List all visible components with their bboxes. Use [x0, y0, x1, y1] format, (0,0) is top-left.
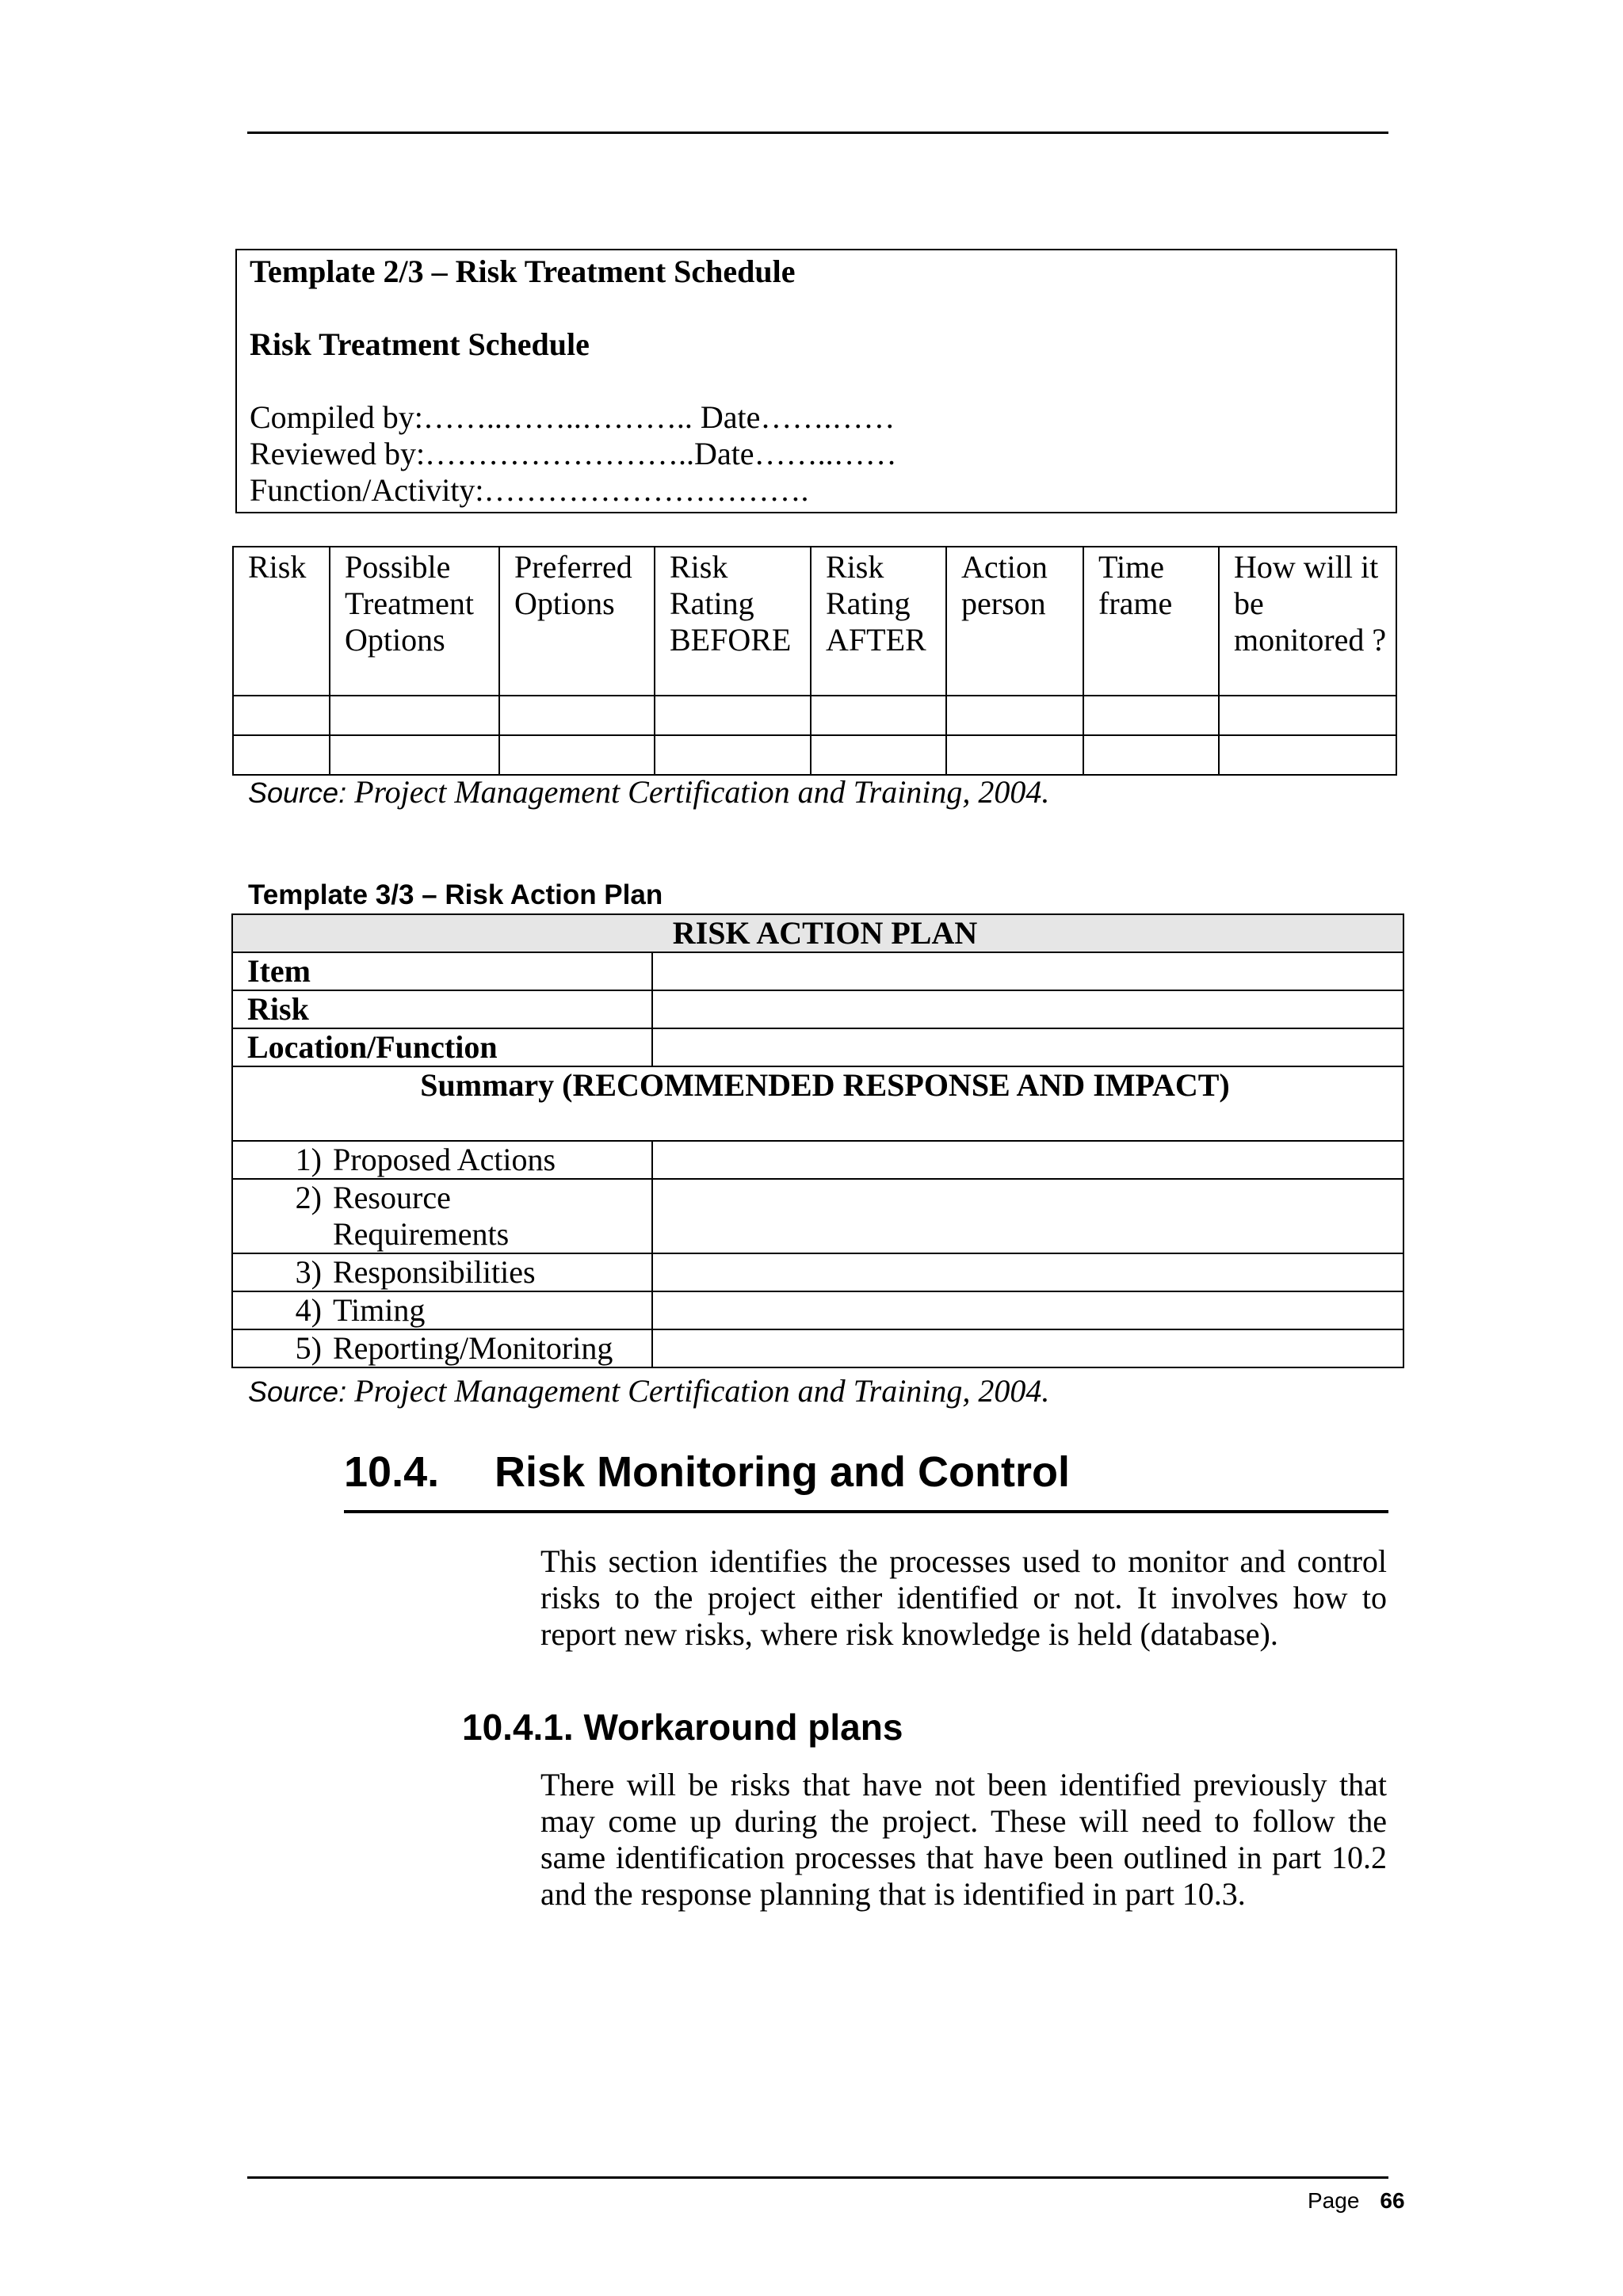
item-text: Responsibilities — [333, 1254, 536, 1290]
table-row — [233, 696, 1396, 735]
table-cell — [1219, 735, 1396, 775]
col-header-preferred-options: Preferred Options — [499, 547, 655, 696]
table-cell — [330, 735, 499, 775]
subsection-paragraph: There will be risks that have not been identified previously that may come up during the project. These will need to follow the same identification processes that have been outlined in part 10.2 and the response planning that is identified in part 10.3. — [540, 1767, 1387, 1912]
item-number: 5) — [295, 1330, 322, 1366]
table-cell — [1083, 735, 1219, 775]
template-2-subtitle: Risk Treatment Schedule — [250, 326, 590, 362]
item-number: 3) — [295, 1254, 322, 1290]
table-header-row — [233, 547, 1396, 696]
table-row — [233, 735, 1396, 775]
table-cell — [811, 735, 946, 775]
table-cell — [330, 696, 499, 735]
header-rule — [247, 132, 1388, 134]
col-header-action-person: Action person — [946, 547, 1083, 696]
section-heading — [344, 1447, 1070, 1497]
risk-treatment-table — [232, 546, 1397, 776]
list-item — [232, 1141, 652, 1179]
page-label: Page — [1308, 2188, 1360, 2213]
table-cell — [946, 735, 1083, 775]
list-item — [232, 1291, 652, 1329]
item-entry — [652, 1329, 1403, 1367]
section-paragraph: This section identifies the processes used to monitor and control risks to the project either identified or not. It involves how to report new risks, where risk knowledge is held (database). — [540, 1543, 1387, 1652]
page-number: 66 — [1380, 2188, 1405, 2213]
source-citation-2 — [248, 1372, 1049, 1409]
risk-value — [652, 990, 1403, 1028]
subsection-heading: 10.4.1. Workaround plans — [462, 1707, 903, 1748]
item-entry — [652, 1291, 1403, 1329]
table-cell — [655, 735, 811, 775]
item-text: Reporting/Monitoring — [333, 1330, 613, 1366]
item-text: Resource Requirements — [333, 1180, 510, 1252]
item-entry — [652, 1253, 1403, 1291]
table-cell — [811, 696, 946, 735]
location-function-label: Location/Function — [232, 1028, 652, 1066]
section-title: Risk Monitoring and Control — [495, 1448, 1070, 1496]
item-text: Timing — [333, 1292, 426, 1328]
template-2-box — [235, 249, 1397, 513]
summary-heading: Summary (RECOMMENDED RESPONSE AND IMPACT) — [232, 1066, 1403, 1141]
section-number: 10.4. — [344, 1448, 440, 1496]
source-text: Project Management Certification and Training, 2004. — [346, 774, 1050, 810]
reviewed-by-line: Reviewed by:……………………..Date……..…… — [250, 436, 897, 471]
col-header-rating-before: Risk Rating BEFORE — [655, 547, 811, 696]
template-2-title: Template 2/3 – Risk Treatment Schedule — [250, 254, 796, 289]
item-entry — [652, 1141, 1403, 1179]
table-cell — [946, 696, 1083, 735]
item-entry — [652, 1179, 1403, 1253]
col-header-possible-treatment: Possible Treatment Options — [330, 547, 499, 696]
table-cell — [655, 696, 811, 735]
item-label: Item — [232, 952, 652, 990]
table-cell — [499, 735, 655, 775]
table-cell — [233, 735, 330, 775]
list-item — [232, 1253, 652, 1291]
location-function-value — [652, 1028, 1403, 1066]
template-3-title: Template 3/3 – Risk Action Plan — [248, 879, 663, 910]
list-item — [232, 1179, 652, 1253]
source-label: Source: — [248, 1375, 347, 1408]
footer-rule — [247, 2176, 1388, 2179]
source-label: Source: — [248, 776, 347, 809]
item-value — [652, 952, 1403, 990]
source-citation-1 — [248, 773, 1049, 810]
compiled-by-line: Compiled by:……..……..……….. Date…….…… — [250, 399, 896, 435]
table-cell — [233, 696, 330, 735]
col-header-time-frame: Time frame — [1083, 547, 1219, 696]
list-item — [232, 1329, 652, 1367]
function-activity-line: Function/Activity:…………………………. — [250, 472, 809, 508]
section-rule — [344, 1510, 1388, 1513]
col-header-rating-after: Risk Rating AFTER — [811, 547, 946, 696]
table-cell — [499, 696, 655, 735]
risk-action-plan-header: RISK ACTION PLAN — [232, 914, 1403, 952]
item-text: Proposed Actions — [333, 1142, 556, 1177]
risk-label: Risk — [232, 990, 652, 1028]
table-cell — [1083, 696, 1219, 735]
col-header-monitoring: How will it be monitored ? — [1219, 547, 1396, 696]
item-number: 1) — [295, 1142, 322, 1177]
col-header-risk: Risk — [233, 547, 330, 696]
page-footer — [1308, 2188, 1405, 2214]
item-number: 4) — [295, 1292, 322, 1328]
source-text: Project Management Certification and Training, 2004. — [346, 1373, 1050, 1409]
item-number: 2) — [295, 1180, 322, 1215]
table-cell — [1219, 696, 1396, 735]
risk-action-plan-table — [231, 913, 1404, 1368]
